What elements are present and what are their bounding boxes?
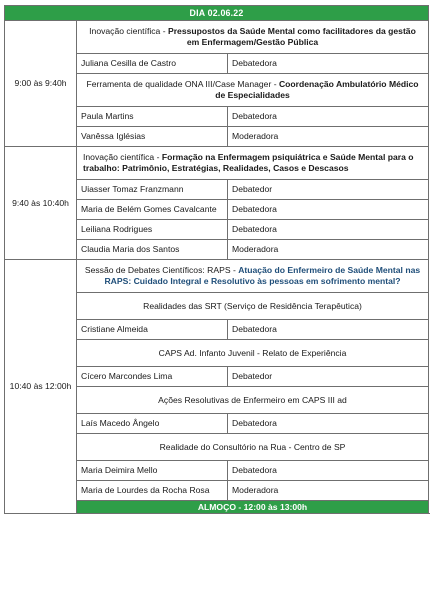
session-title: Atuação do Enfermeiro de Saúde Mental nas RAPS: Cuidado Integral e Resolutivo às pessoas em sofrimento mental?	[104, 265, 421, 286]
schedule-table	[4, 5, 429, 514]
day-header: DIA 02.06.22	[5, 6, 429, 21]
time-slot: 9:40 às 10:40h	[5, 147, 77, 260]
participant-role: Moderadora	[228, 240, 429, 260]
participant-role: Debatedora	[228, 320, 429, 340]
session-prefix: Inovação científica -	[89, 26, 168, 36]
participant-name: Uiasser Tomaz Franzmann	[77, 180, 228, 200]
participant-role: Moderadora	[228, 481, 429, 501]
participant-role: Debatedor	[228, 367, 429, 387]
participant-name: Paula Martins	[77, 107, 228, 127]
session-row	[5, 21, 429, 54]
participant-role: Debatedora	[228, 200, 429, 220]
participant-role: Debatedor	[228, 180, 429, 200]
participant-name: Juliana Cesilla de Castro	[77, 54, 228, 74]
participant-name: Cristiane Almeida	[77, 320, 228, 340]
participant-name: Maria de Belém Gomes Cavalcante	[77, 200, 228, 220]
participant-role: Debatedora	[228, 107, 429, 127]
participant-name: Laís Macedo Ângelo	[77, 414, 228, 434]
day-header-row	[5, 6, 429, 21]
subsession-title: Ações Resolutivas de Enfermeiro em CAPS III ad	[77, 387, 429, 414]
participant-role: Moderadora	[228, 127, 429, 147]
time-slot: 9:00 às 9:40h	[5, 21, 77, 147]
session-title-cell	[77, 74, 429, 107]
participant-role: Debatedora	[228, 54, 429, 74]
participant-role: Debatedora	[228, 220, 429, 240]
participant-role: Debatedora	[228, 414, 429, 434]
session-prefix: Sessão de Debates Científicos: RAPS -	[84, 265, 239, 275]
session-title-cell	[77, 21, 429, 54]
participant-name: Claudia Maria dos Santos	[77, 240, 228, 260]
session-prefix: Inovação científica -	[83, 152, 162, 162]
participant-name: Cícero Marcondes Lima	[77, 367, 228, 387]
session-title-cell	[77, 147, 429, 180]
participant-name: Maria Deimira Mello	[77, 461, 228, 481]
participant-name: Leiliana Rodrigues	[77, 220, 228, 240]
session-title: Pressupostos da Saúde Mental como facilitadores da gestão em Enfermagem/Gestão Pública	[167, 26, 416, 47]
participant-role: Debatedora	[228, 461, 429, 481]
subsession-title: Realidades das SRT (Serviço de Residência Terapêutica)	[77, 293, 429, 320]
session-row	[5, 147, 429, 180]
schedule-sheet	[4, 5, 428, 514]
session-title-cell	[77, 260, 429, 293]
participant-name: Maria de Lourdes da Rocha Rosa	[77, 481, 228, 501]
session-title: Formação na Enfermagem psiquiátrica e Saúde Mental para o trabalho: Patrimônio, Estratégias, Realidades, Casos e Descasos	[83, 152, 414, 173]
session-row	[5, 260, 429, 293]
subsession-title: Realidade do Consultório na Rua - Centro de SP	[77, 434, 429, 461]
time-slot: 10:40 às 12:00h	[5, 260, 77, 514]
lunch-banner: ALMOÇO - 12:00 às 13:00h	[77, 501, 429, 514]
session-title: Coordenação Ambulatório Médico de Especialidades	[215, 79, 419, 100]
subsession-title: CAPS Ad. Infanto Juvenil - Relato de Experiência	[77, 340, 429, 367]
participant-name: Vanêssa Iglésias	[77, 127, 228, 147]
session-prefix: Ferramenta de qualidade ONA III/Case Manager -	[86, 79, 279, 89]
